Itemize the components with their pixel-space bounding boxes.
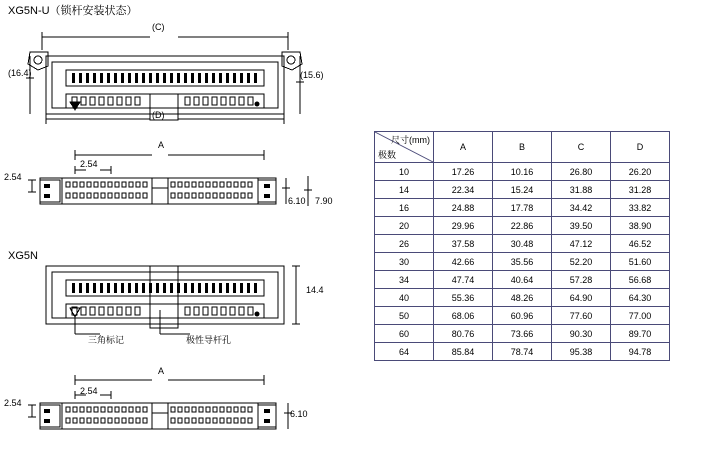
figure-xg5n-front-view: [0, 262, 360, 342]
cell-d: 33.82: [611, 199, 670, 217]
cell-a: 68.06: [434, 307, 493, 325]
cell-c: 90.30: [552, 325, 611, 343]
table-corner-bottom-label: 极数: [378, 150, 397, 160]
cell-b: 22.86: [493, 217, 552, 235]
cell-b: 78.74: [493, 343, 552, 361]
cell-a: 55.36: [434, 289, 493, 307]
cell-d: 77.00: [611, 307, 670, 325]
cell-d: 26.20: [611, 163, 670, 181]
table-body: [375, 163, 670, 361]
label-c-top: (C): [152, 22, 165, 32]
cell-poles: 60: [375, 325, 434, 343]
label-16-4: (16.4): [8, 68, 32, 78]
cell-b: 35.56: [493, 253, 552, 271]
cell-c: 77.60: [552, 307, 611, 325]
table-row: [375, 235, 670, 253]
label-a-mid: A: [158, 140, 165, 150]
cell-a: 29.96: [434, 217, 493, 235]
cell-a: 80.76: [434, 325, 493, 343]
label-15-6: (15.6): [300, 70, 324, 80]
cell-b: 48.26: [493, 289, 552, 307]
cell-d: 51.60: [611, 253, 670, 271]
label-14-4: 14.4: [306, 285, 324, 295]
table-col-d: D: [611, 132, 670, 163]
cell-d: 94.78: [611, 343, 670, 361]
cell-d: 46.52: [611, 235, 670, 253]
cell-d: 38.90: [611, 217, 670, 235]
cell-c: 95.38: [552, 343, 611, 361]
cell-poles: 64: [375, 343, 434, 361]
table-corner-top-label: 尺寸(mm): [391, 135, 430, 145]
table-col-a: A: [434, 132, 493, 163]
label-790-mid: 7.90: [315, 196, 333, 206]
cell-c: 39.50: [552, 217, 611, 235]
cell-c: 64.90: [552, 289, 611, 307]
cell-poles: 30: [375, 253, 434, 271]
table-col-b: B: [493, 132, 552, 163]
cell-c: 34.42: [552, 199, 611, 217]
label-polarity-guide-hole: 极性导杆孔: [186, 335, 232, 345]
table-row: [375, 307, 670, 325]
dimension-table: [374, 131, 670, 361]
cell-c: 47.12: [552, 235, 611, 253]
cell-a: 42.66: [434, 253, 493, 271]
label-254-mid: 2.54: [80, 159, 98, 169]
label-triangle-mark: 三角标记: [88, 335, 125, 345]
table-row: [375, 325, 670, 343]
cell-poles: 26: [375, 235, 434, 253]
cell-b: 60.96: [493, 307, 552, 325]
cell-poles: 20: [375, 217, 434, 235]
figure-xg5n-u-side-view: [0, 140, 360, 220]
cell-b: 40.64: [493, 271, 552, 289]
label-254-left-mid: 2.54: [4, 172, 22, 182]
cell-poles: 34: [375, 271, 434, 289]
cell-d: 56.68: [611, 271, 670, 289]
label-610-bottom: 6.10: [290, 409, 308, 419]
cell-c: 52.20: [552, 253, 611, 271]
label-254-bottom: 2.54: [80, 386, 98, 396]
table-col-c: C: [552, 132, 611, 163]
table-row: [375, 289, 670, 307]
cell-c: 57.28: [552, 271, 611, 289]
figure-xg5n-side-view: [0, 366, 360, 446]
cell-b: 17.78: [493, 199, 552, 217]
cell-b: 10.16: [493, 163, 552, 181]
cell-a: 37.58: [434, 235, 493, 253]
label-610-mid: 6.10: [288, 196, 306, 206]
cell-b: 15.24: [493, 181, 552, 199]
figure-title-xg5n-u: XG5N-U（锁杆安装状态）: [8, 5, 138, 17]
cell-a: 85.84: [434, 343, 493, 361]
table-row: [375, 163, 670, 181]
cell-poles: 14: [375, 181, 434, 199]
cell-d: 89.70: [611, 325, 670, 343]
table-header-row: [375, 132, 670, 163]
cell-d: 31.28: [611, 181, 670, 199]
cell-b: 30.48: [493, 235, 552, 253]
table-row: [375, 199, 670, 217]
figure-title-xg5n: XG5N: [8, 250, 38, 262]
cell-c: 31.88: [552, 181, 611, 199]
label-a-bottom: A: [158, 366, 165, 376]
table-row: [375, 253, 670, 271]
table-row: [375, 343, 670, 361]
label-d-top: (D): [152, 110, 165, 120]
label-254-left-bottom: 2.54: [4, 398, 22, 408]
cell-b: 73.66: [493, 325, 552, 343]
cell-poles: 16: [375, 199, 434, 217]
cell-a: 17.26: [434, 163, 493, 181]
table-row: [375, 181, 670, 199]
cell-a: 22.34: [434, 181, 493, 199]
cell-poles: 40: [375, 289, 434, 307]
cell-c: 26.80: [552, 163, 611, 181]
table-corner-cell: [375, 132, 434, 163]
cell-poles: 50: [375, 307, 434, 325]
cell-d: 64.30: [611, 289, 670, 307]
cell-poles: 10: [375, 163, 434, 181]
cell-a: 24.88: [434, 199, 493, 217]
table-row: [375, 217, 670, 235]
table-row: [375, 271, 670, 289]
cell-a: 47.74: [434, 271, 493, 289]
